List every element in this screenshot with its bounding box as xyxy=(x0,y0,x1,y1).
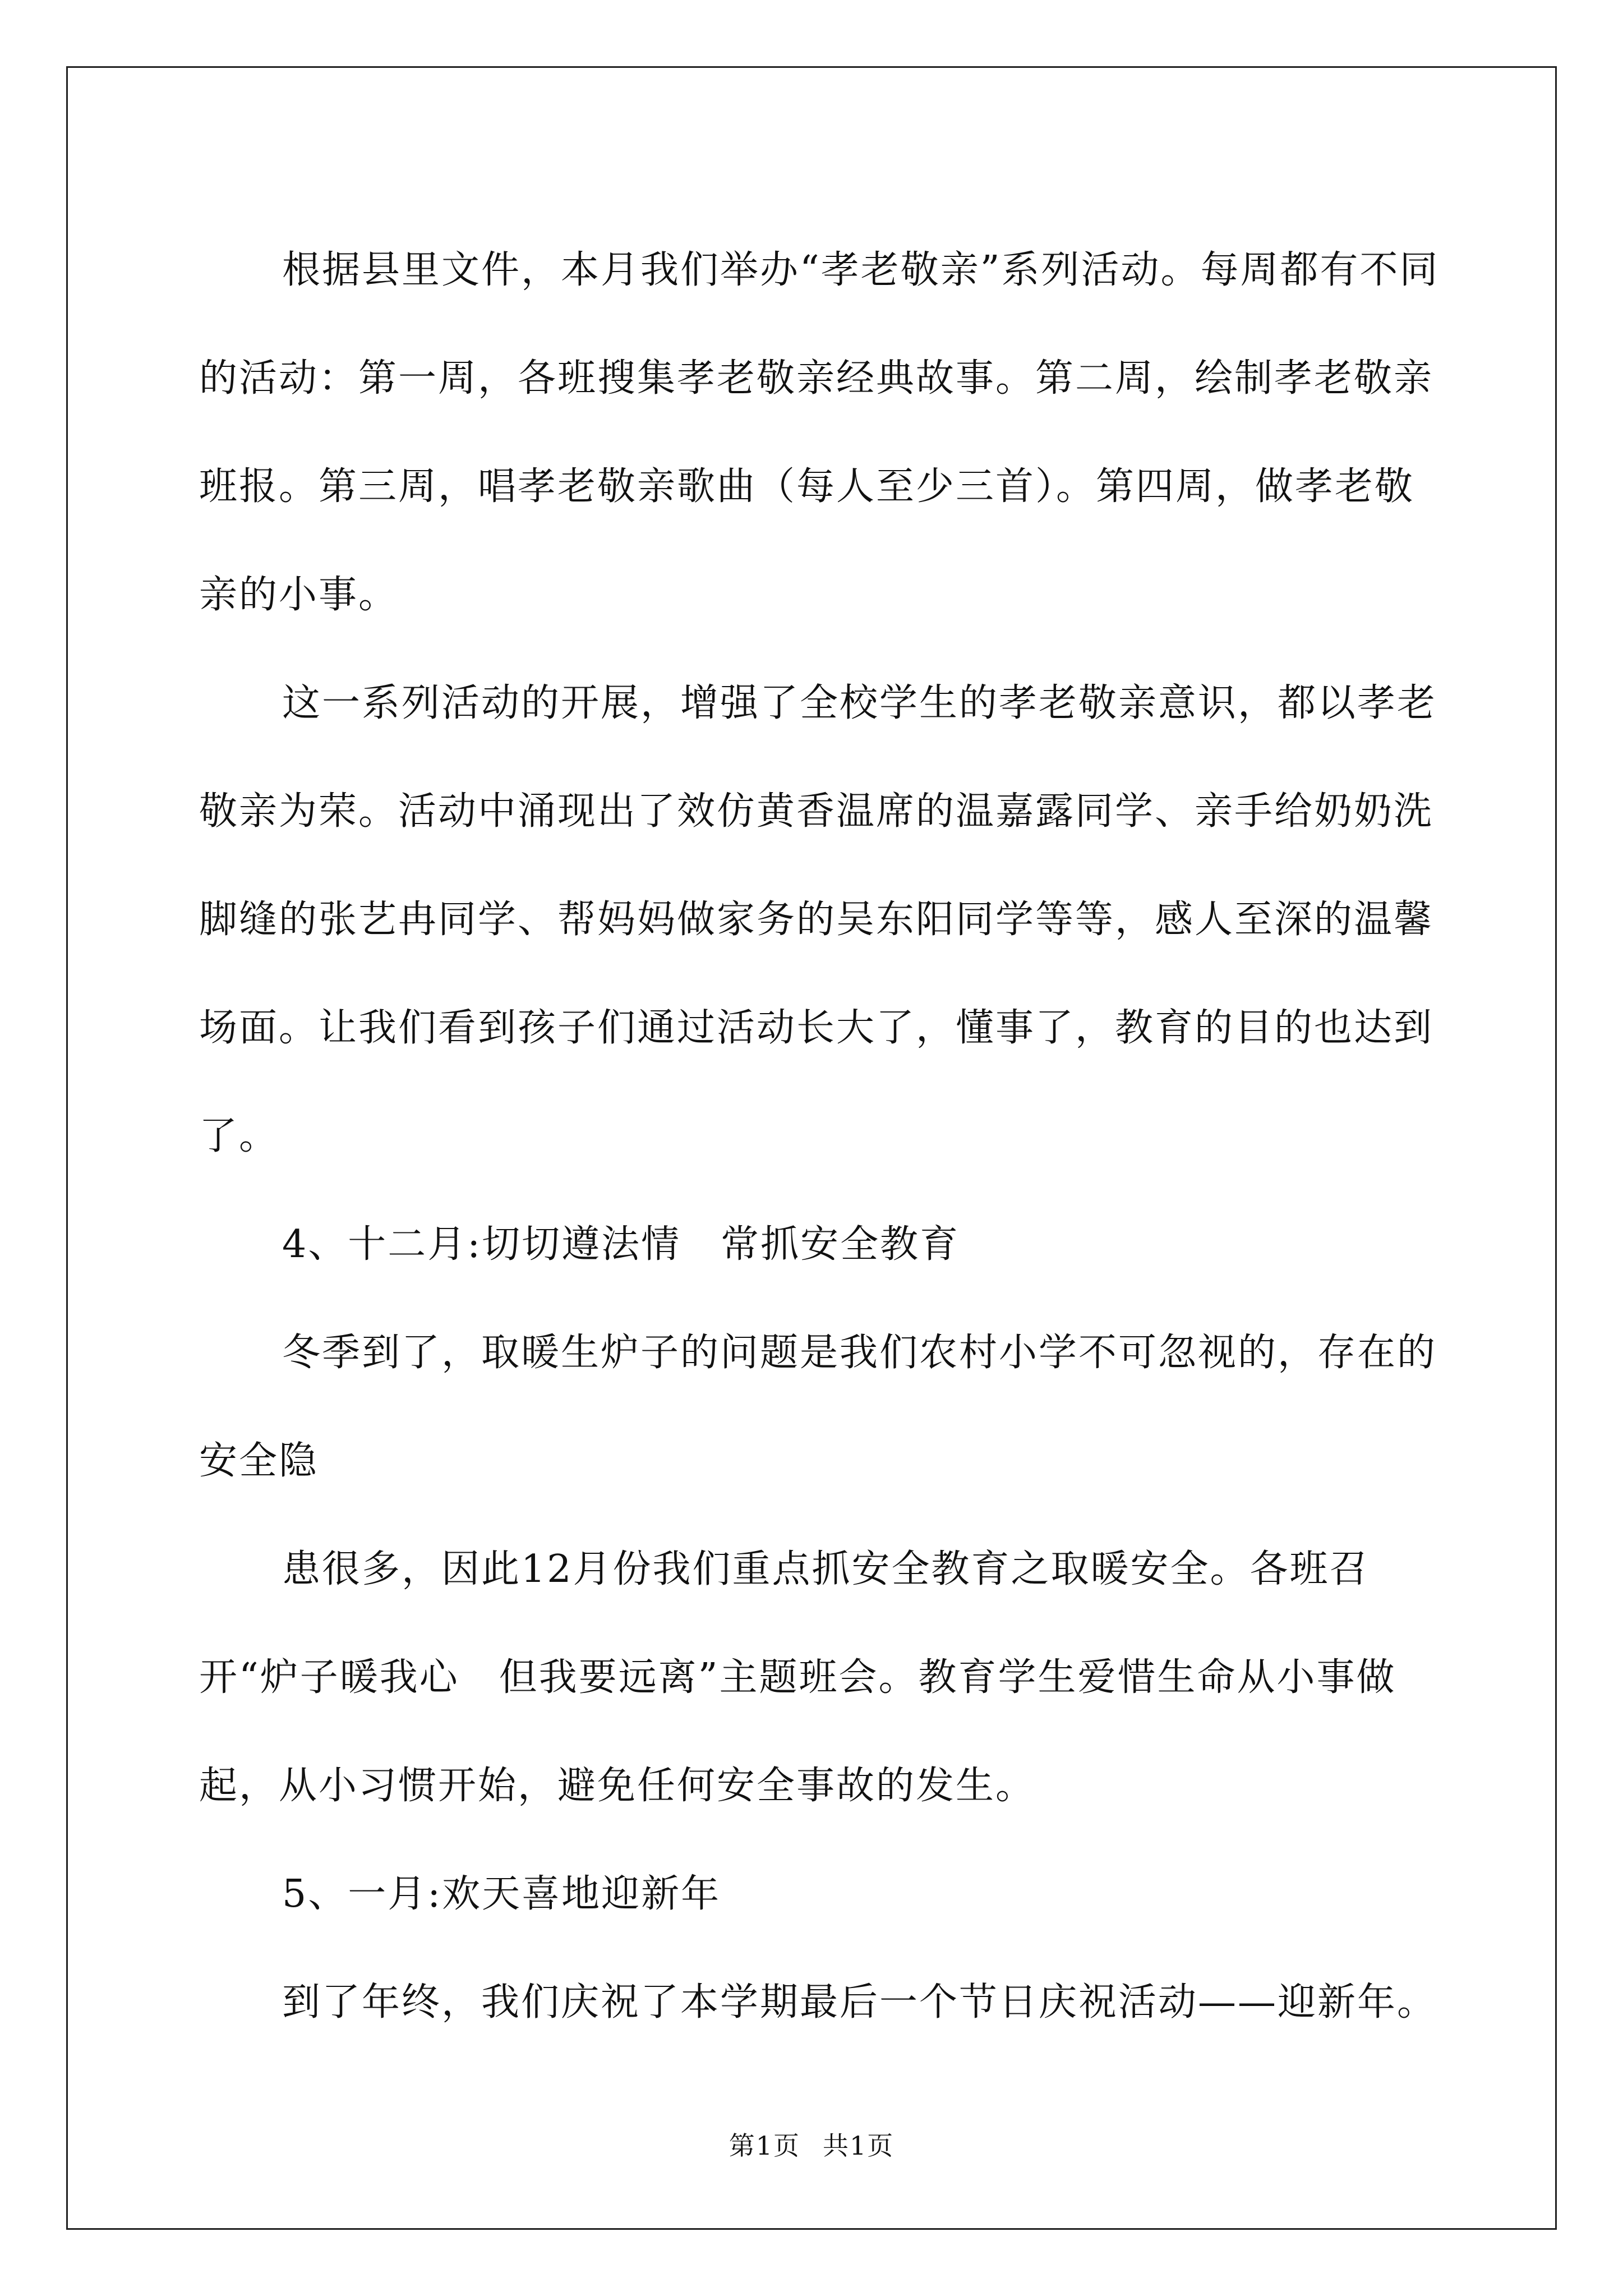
page-total: 共1页 xyxy=(823,2131,895,2161)
paragraph-activity-results: 这一系列活动的开展，增强了全校学生的孝老敬亲意识，都以孝老敬亲为荣。活动中涌现出了效仿黄香温席的温嘉露同学、亲手给奶奶洗脚缝的张艺冉同学、帮妈妈做家务的吴东阳同学等等，感人至深的温馨场面。让我们看到孩子们通过活动长大了，懂事了，教育的目的也达到了。 xyxy=(199,681,1437,1158)
heading-december-safety: 4、十二月:切切遵法情 常抓安全教育 xyxy=(282,1222,960,1267)
paragraph-winter-heating: 冬季到了，取暖生炉子的问题是我们农村小学不可忽视的，存在的安全隐 xyxy=(199,1331,1437,1483)
paragraph-heating-safety: 患很多，因此12月份我们重点抓安全教育之取暖安全。各班召开“炉子暖我心 但我要远离”主题班会。教育学生爱惜生命从小事做起，从小习惯开始，避免任何安全事故的发生。 xyxy=(199,1547,1396,1808)
page-number: 第1页 xyxy=(728,2131,800,2161)
paragraph-new-year: 到了年终，我们庆祝了本学期最后一个节日庆祝活动——迎新年。 xyxy=(282,1980,1437,2024)
paragraph-filial-activities: 根据县里文件，本月我们举办“孝老敬亲”系列活动。每周都有不同的活动：第一周，各班搜集孝老敬亲经典故事。第二周，绘制孝老敬亲班报。第三周，唱孝老敬亲歌曲（每人至少三首）。第四周，做孝老敬亲的小事。 xyxy=(199,248,1440,617)
document-body xyxy=(199,216,1444,2056)
heading-january-new-year: 5、一月:欢天喜地迎新年 xyxy=(282,1872,721,1916)
page-footer xyxy=(0,2129,1623,2162)
